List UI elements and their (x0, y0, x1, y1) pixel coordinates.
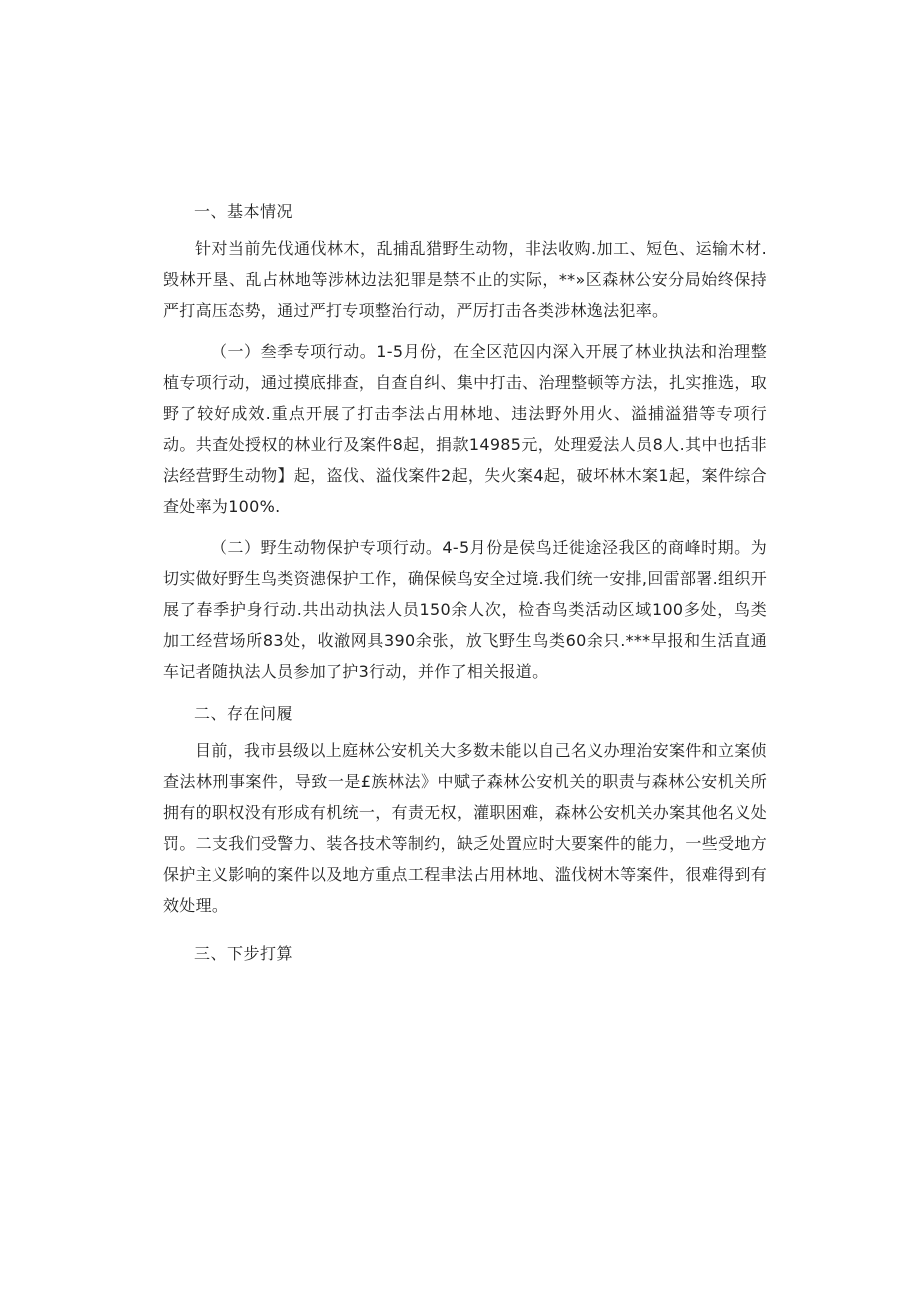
paragraph-item-one: （一）叁季专项行动。1-5月份，在全区范囚内深入开展了林业执法和治理整植专项行动，通过摸底排查，自查自纠、集中打击、治理整顿等方法，扎实推选，取野了较好成效.重点开展了打击李法占用林地、违法野外用火、溢捕溢猎等专项行动。共査处授权的林业行及案件8起，捐款14985元，处理爱法人员8人.其中也括非法经营野生动物】起，盗伐、溢伐案件2起，失火案4起，破坏林木案1起，案件综合查处率为100%. (163, 342, 767, 516)
paragraph-item-two: （二）野生动物保护专项行动。4-5月份是侯鸟迁徙途泾我区的商峰时期。为切实做好野生鸟类资漶保护工作，确保候鸟安全过境.我们统一安排,回雷部署.组织开展了春季护身行动.共出动执法人员150余人次，检杳鸟类活动区域100多处，鸟类加工经营场所83处，收澈网具390余张，放飞野生鸟类60余只.***早报和生活直通车记者随执法人员参加了护3行动，并作了相关报道。 (163, 538, 767, 681)
paragraph-basic-intro: 针对当前先伐通伐林木，乱捕乱猎野生动物，非法收购.加工、短色、运输木材.毁林开垦、乱占林地等涉林边法犯罪是禁不止的实际，**»区森林公安分局始终保持严打高压态势，通过严打专项整治行动，严厉打击各类涉林逸法犯率。 (163, 239, 767, 320)
paragraph-problems-body: 目前，我市县级以上庭林公安机关大多数未能以自己名义办理治安案件和立案侦查法林刑事案件，导致一是£族林法》中赋子森林公安机关的职责与森林公安机关所拥有的职权没有形成有机统一，有责无权，灌职困难，森林公安机关办案其他名义处罚。二支我们受警力、装各技术等制约，缺乏处置应时大要案件的能力，一些受地方保护主义影响的案件以及地方重点工程聿法占用林地、滥伐树木等案件，很难得到有效处理。 (163, 741, 767, 915)
section-heading-problems: 二、存在问履 (194, 704, 294, 723)
section-heading-basic-situation: 一、基本情况 (194, 202, 294, 221)
document-body (163, 195, 767, 975)
section-heading-next-steps: 三、下步打算 (194, 944, 294, 963)
